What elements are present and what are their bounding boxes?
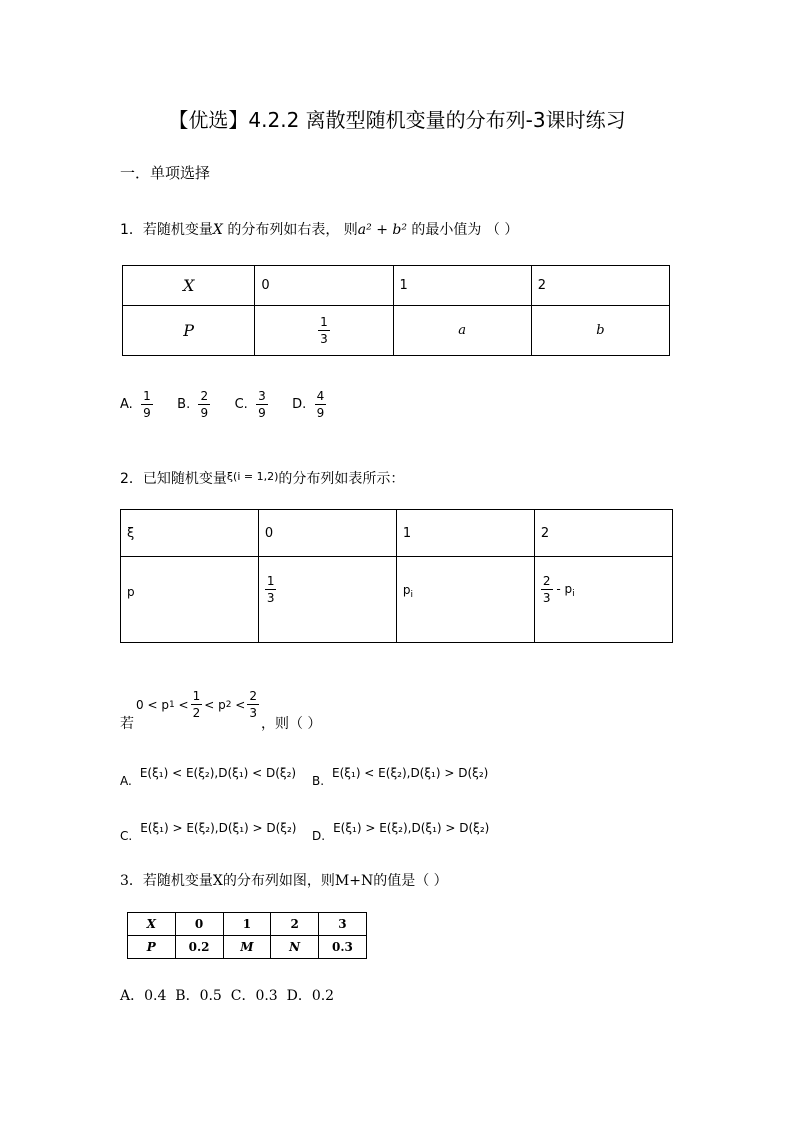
q2-ineq-frac2 — [247, 690, 259, 719]
option-frac — [141, 390, 153, 419]
frac-denominator: 9 — [143, 406, 151, 420]
frac-denominator: 3 — [249, 706, 257, 720]
q2-table — [120, 509, 673, 643]
option-label: C. — [120, 829, 133, 843]
frac-denominator: 2 — [192, 706, 201, 720]
q2-cond: ξ(i = 1,2) — [226, 470, 279, 483]
q1-option-b[interactable] — [177, 390, 210, 419]
q2-cell-pi — [396, 557, 534, 643]
section-heading: 一．单项选择 — [120, 164, 211, 182]
q3-table-row — [128, 936, 367, 959]
q1-option-a[interactable] — [120, 390, 153, 419]
q2-prefix: 2．已知随机变量 — [120, 471, 227, 487]
q2-ineq-lt: < — [178, 697, 189, 712]
q3-cell: N — [271, 936, 319, 959]
q1-prefix: 1．若随机变量 — [120, 222, 213, 238]
q1-cell-2: 2 — [531, 266, 669, 306]
frac-numerator: 1 — [320, 315, 328, 329]
option-expr: E(ξ₁) > E(ξ₂),D(ξ₁) > D(ξ₂) — [140, 821, 297, 835]
frac-numerator: 2 — [542, 574, 551, 588]
q3-table — [127, 912, 367, 959]
q1-table — [122, 265, 670, 356]
q2-cell-0: 0 — [258, 510, 396, 557]
frac-numerator: 1 — [266, 574, 275, 588]
q1-cell-p: P — [123, 306, 255, 356]
frac-denominator: 3 — [542, 591, 551, 605]
q2-ineq-part1: 0 < p — [136, 697, 169, 712]
q2-cell-last — [534, 557, 672, 643]
q2-inequality — [136, 690, 261, 719]
q2-option-b[interactable] — [312, 766, 488, 788]
frac-denominator: 3 — [320, 332, 328, 346]
q2-pi-sub: i — [410, 590, 414, 600]
q2-tail: ，则（ ） — [260, 716, 322, 732]
q2-ineq-sub1: 1 — [168, 699, 175, 710]
q2-table-row — [121, 557, 673, 643]
q3-cell: 3 — [318, 913, 366, 936]
q2-option-d[interactable] — [312, 821, 489, 843]
option-label: A. — [120, 774, 132, 788]
frac-numerator: 1 — [192, 689, 201, 703]
q3-cell: 1 — [223, 913, 271, 936]
q3-cell: X — [128, 913, 176, 936]
q2-pi-text: p — [402, 583, 411, 597]
q1-table-row — [123, 306, 670, 356]
q2-suffix: 的分布列如表所示： — [278, 471, 405, 487]
q2-option-c[interactable] — [120, 821, 297, 843]
q3-cell: 0 — [175, 913, 223, 936]
q2-cell-2: 2 — [534, 510, 672, 557]
q1-cell-0: 0 — [255, 266, 393, 306]
q2-cell-p: p — [121, 557, 259, 643]
q2-cell-1: 1 — [396, 510, 534, 557]
q3-cell: 2 — [271, 913, 319, 936]
frac-numerator: 3 — [258, 389, 266, 403]
q3-options[interactable]: A．0.4 B．0.5 C．0.3 D．0.2 — [120, 988, 335, 1004]
option-frac — [256, 390, 268, 419]
q3-cell: 0.3 — [318, 936, 366, 959]
question-3-stem: 3．若随机变量X的分布列如图，则M+N的值是（ ） — [120, 873, 448, 889]
frac-numerator: 2 — [249, 689, 257, 703]
option-label: B. — [312, 774, 325, 788]
question-1-stem — [120, 219, 518, 239]
q3-cell: P — [128, 936, 176, 959]
q2-cell-xi: ξ — [121, 510, 259, 557]
q2-cell-frac — [258, 557, 396, 643]
frac-denominator: 9 — [316, 406, 325, 420]
q2-last-rest: - p — [556, 582, 573, 596]
option-expr: E(ξ₁) < E(ξ₂),D(ξ₁) < D(ξ₂) — [139, 766, 297, 780]
option-frac — [198, 390, 210, 419]
option-label: C. — [234, 397, 248, 412]
q1-suffix: 的最小值为 （ ） — [411, 222, 519, 238]
q1-cell-a: a — [393, 306, 531, 356]
q3-table-row — [128, 913, 367, 936]
q2-last-sub: i — [572, 589, 575, 599]
q2-ineq-part2: < p — [204, 697, 226, 712]
q1-frac — [318, 316, 330, 345]
option-label: B. — [177, 397, 191, 412]
q1-option-c[interactable] — [235, 390, 268, 419]
page-title: 【优选】4.2.2 离散型随机变量的分布列-3课时练习 — [168, 108, 626, 132]
q1-cell-1: 1 — [393, 266, 531, 306]
q2-ineq-sub2: 2 — [225, 699, 232, 710]
q1-cell-x: X — [123, 266, 255, 306]
q1-option-d[interactable] — [292, 390, 326, 419]
frac-numerator: 2 — [200, 389, 209, 403]
q2-option-a[interactable] — [120, 766, 296, 788]
q1-table-row — [123, 266, 670, 306]
q2-frac — [265, 575, 277, 604]
q3-cell: M — [223, 936, 271, 959]
option-expr: E(ξ₁) < E(ξ₂),D(ξ₁) > D(ξ₂) — [332, 766, 489, 780]
q1-var: X — [212, 222, 223, 238]
option-label: D. — [312, 829, 326, 843]
q2-table-row — [121, 510, 673, 557]
q1-options — [120, 390, 346, 419]
option-label: A. — [120, 397, 133, 412]
frac-numerator: 1 — [143, 389, 151, 403]
frac-numerator: 4 — [316, 389, 325, 403]
q2-ineq-lt2: < — [235, 697, 246, 712]
frac-denominator: 3 — [266, 591, 275, 605]
q1-cell-b: b — [531, 306, 669, 356]
q2-ruo: 若 — [120, 716, 134, 732]
frac-denominator: 9 — [200, 406, 209, 420]
q1-mid: 的分布列如右表， 则 — [227, 222, 358, 238]
question-2-stem — [120, 468, 404, 488]
frac-denominator: 9 — [258, 406, 266, 420]
option-frac — [315, 390, 327, 419]
q1-cell-frac — [255, 306, 393, 356]
q2-condition-line — [120, 690, 321, 733]
option-label: D. — [292, 397, 307, 412]
option-expr: E(ξ₁) > E(ξ₂),D(ξ₁) > D(ξ₂) — [333, 821, 490, 835]
q1-expr: a² + b² — [357, 222, 407, 238]
q3-cell: 0.2 — [175, 936, 223, 959]
q2-last-frac — [541, 575, 553, 604]
q2-ineq-frac1 — [191, 690, 203, 719]
